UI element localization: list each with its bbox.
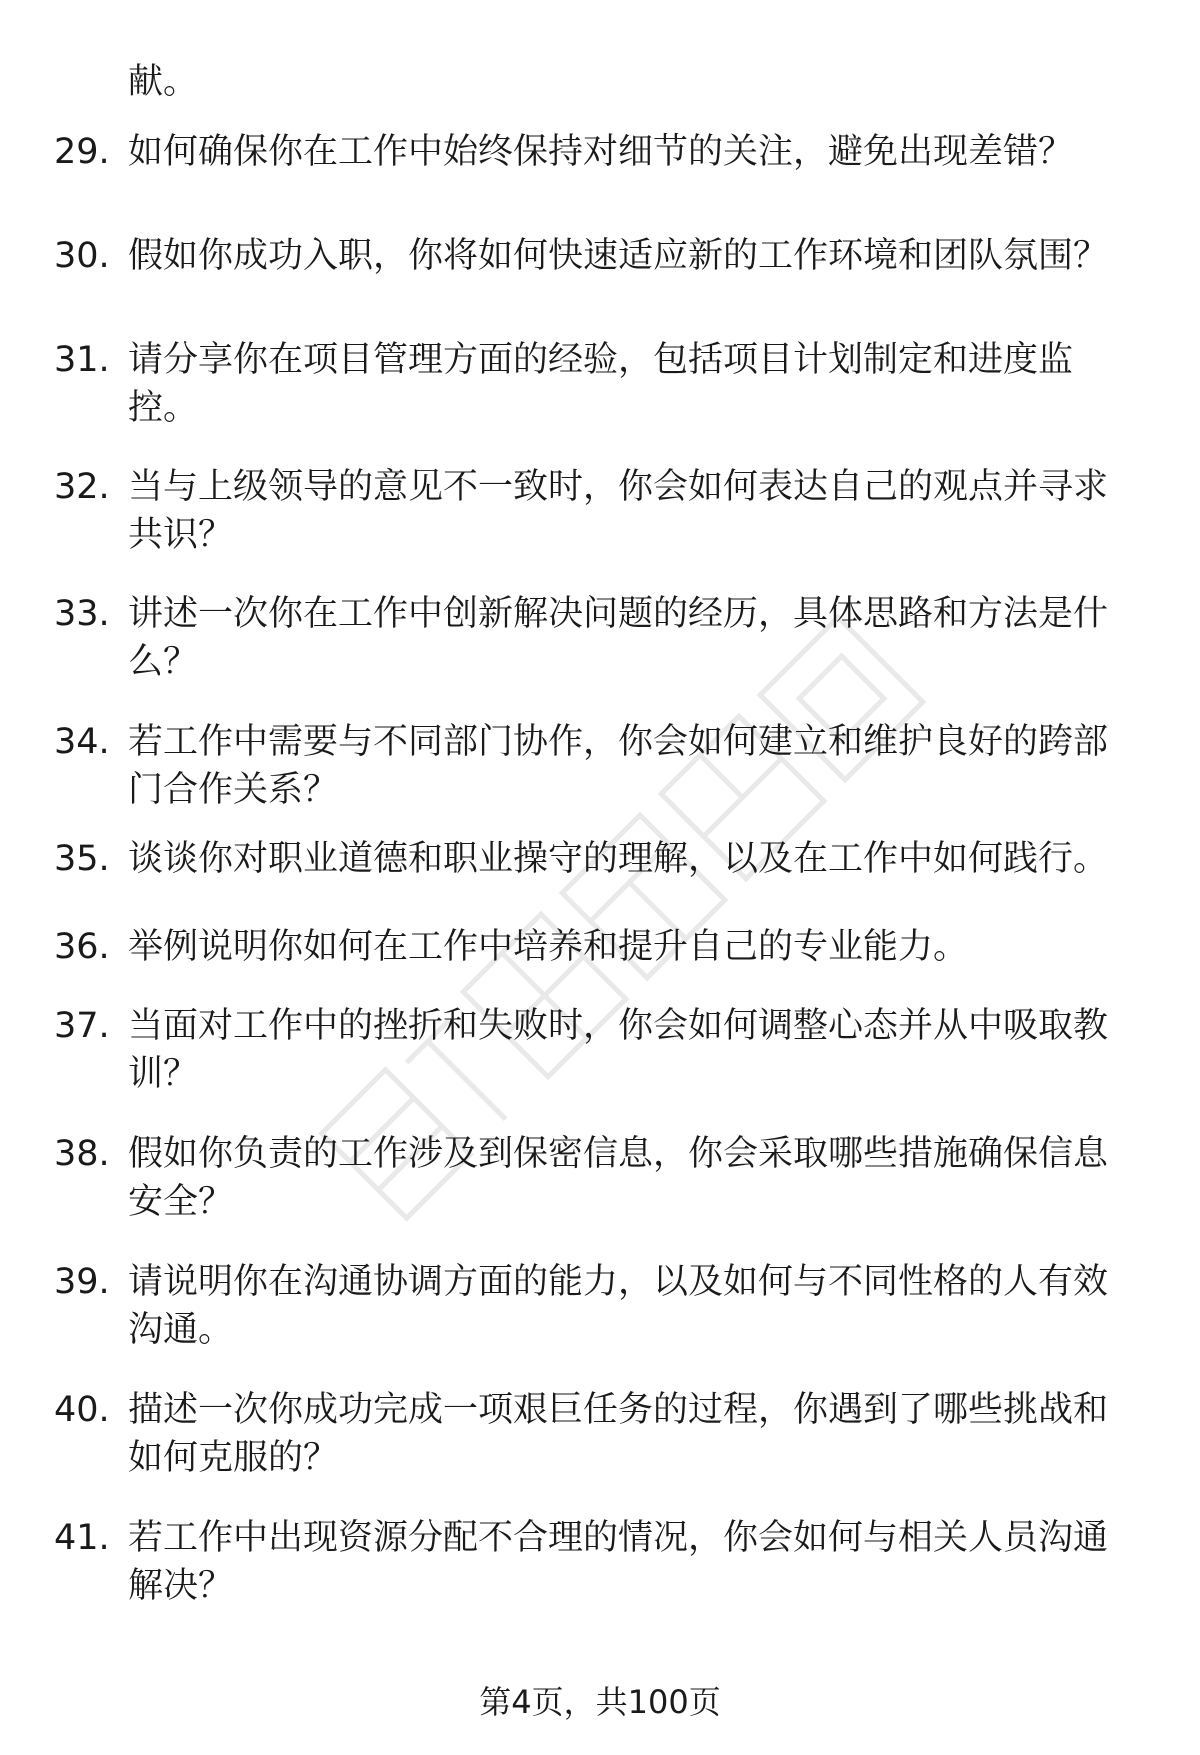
question-text: 假如你负责的工作涉及到保密信息，你会采取哪些措施确保信息 安全？ xyxy=(128,1134,1109,1222)
question-number: 30. xyxy=(54,236,110,276)
question-number: 38. xyxy=(54,1134,110,1174)
question-text: 请分享你在项目管理方面的经验，包括项目计划制定和进度监 控。 xyxy=(128,340,1074,428)
question-text: 举例说明你如何在工作中培养和提升自己的专业能力。 xyxy=(128,927,969,967)
question-text: 如何确保你在工作中始终保持对细节的关注，避免出现差错？ xyxy=(128,132,1074,172)
question-text: 谈谈你对职业道德和职业操守的理解，以及在工作中如何践行。 xyxy=(128,839,1109,879)
question-text: 假如你成功入职，你将如何快速适应新的工作环境和团队氛围？ xyxy=(128,236,1109,276)
question-text: 讲述一次你在工作中创新解决问题的经历，具体思路和方法是什 么？ xyxy=(128,594,1109,682)
question-number: 36. xyxy=(54,927,110,967)
question-number: 32. xyxy=(54,467,110,507)
question-text: 当面对工作中的挫折和失败时，你会如何调整心态并从中吸取教 训？ xyxy=(128,1006,1109,1094)
continuation-text: 献。 xyxy=(128,62,199,102)
question-number: 40. xyxy=(54,1390,110,1430)
question-number: 41. xyxy=(54,1518,110,1558)
question-text: 当与上级领导的意见不一致时，你会如何表达自己的观点并寻求 共识？ xyxy=(128,467,1109,555)
question-text: 请说明你在沟通协调方面的能力，以及如何与不同性格的人有效 沟通。 xyxy=(128,1262,1109,1350)
question-number: 37. xyxy=(54,1006,110,1046)
question-number: 29. xyxy=(54,132,110,172)
question-text: 若工作中出现资源分配不合理的情况，你会如何与相关人员沟通 解决？ xyxy=(128,1518,1109,1606)
question-text: 若工作中需要与不同部门协作，你会如何建立和维护良好的跨部 门合作关系？ xyxy=(128,722,1109,810)
question-number: 31. xyxy=(54,340,110,380)
page-number-footer: 第4页，共100页 xyxy=(479,1683,721,1721)
question-text: 描述一次你成功完成一项艰巨任务的过程，你遇到了哪些挑战和 如何克服的？ xyxy=(128,1390,1109,1478)
question-number: 35. xyxy=(54,839,110,879)
question-number: 39. xyxy=(54,1262,110,1302)
question-number: 34. xyxy=(54,722,110,762)
question-number: 33. xyxy=(54,594,110,634)
